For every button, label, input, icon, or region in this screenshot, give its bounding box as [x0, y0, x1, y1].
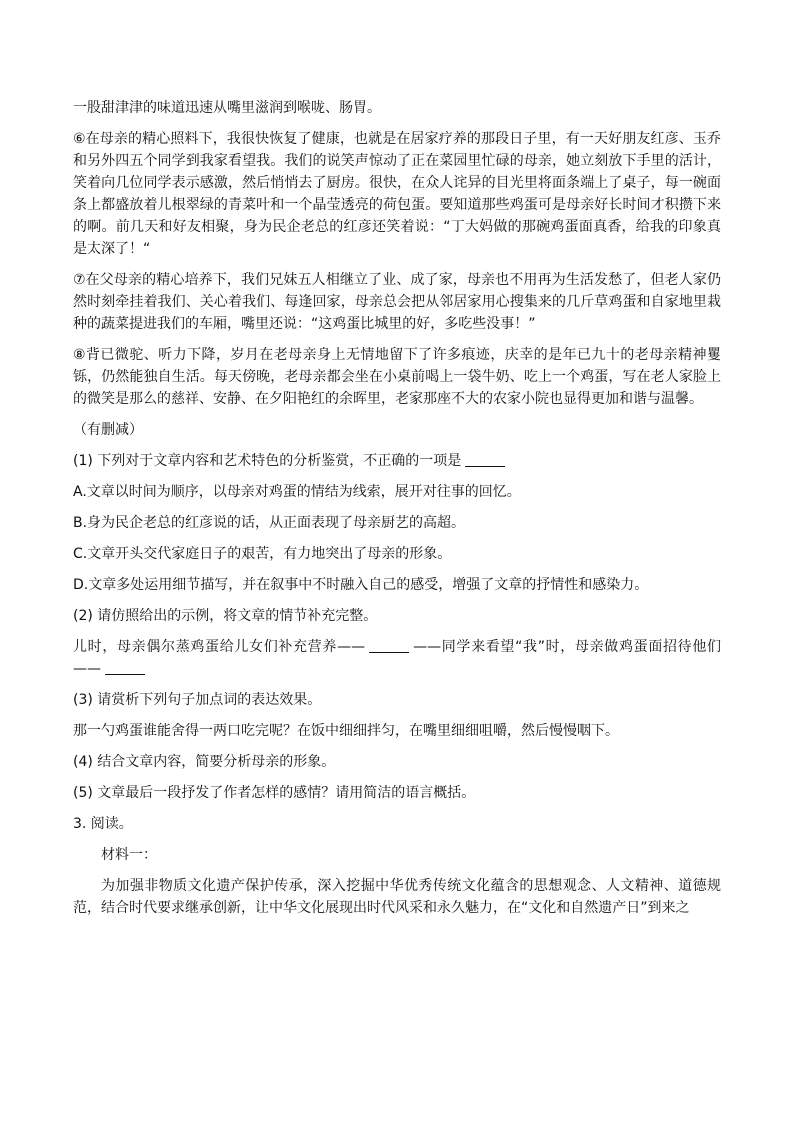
- plot-part-2: ——同学来看望“我”时，母亲做鸡蛋面招待他们——: [73, 639, 721, 677]
- option-a: A.文章以时间为顺序，以母亲对鸡蛋的情结为线索，展开对往事的回忆。: [73, 484, 521, 500]
- question-2-plot: [73, 636, 721, 680]
- option-b: B.身为民企老总的红彦说的话，从正面表现了母亲厨艺的高超。: [73, 515, 466, 531]
- question-5: (5) 文章最后一段抒发了作者怎样的感情？请用简洁的语言概括。: [73, 785, 476, 801]
- paragraph-8: ⑧背已微驼、听力下降，岁月在老母亲身上无情地留下了许多痕迹，庆幸的是年已九十的老母亲精神矍铄，仍然能独自生活。每天傍晚，老母亲都会坐在小桌前喝上一袋牛奶、吃上一个鸡蛋，写在老人家脸上的微笑是那么的慈祥、安静、在夕阳艳红的余晖里，老家那座不大的农家小院也显得更加和谐与温馨。: [73, 347, 721, 407]
- plot-part-1: 儿时，母亲偶尔蒸鸡蛋给儿女们补充营养——: [73, 639, 366, 655]
- question-3-sentence: 那一勺鸡蛋谁能舍得一两口吃完呢？在饭中细细拌匀，在嘴里细细咀嚼，然后慢慢咽下。: [73, 723, 619, 739]
- option-d: D.文章多处运用细节描写，并在叙事中不时融入自己的感受，增强了文章的抒情性和感染力。: [73, 577, 649, 593]
- question-4: (4) 结合文章内容，简要分析母亲的形象。: [73, 754, 336, 770]
- material-1-label: 材料一：: [101, 847, 157, 863]
- paragraph-5-ending: 一股甜津津的味道迅速从嘴里滋润到喉咙、肠胃。: [73, 100, 381, 116]
- section-3-title: 3. 阅读。: [73, 816, 133, 832]
- paragraph-6: ⑥在母亲的精心照料下，我很快恢复了健康，也就是在居家疗养的那段日子里，有一天好朋友红彦、玉乔和另外四五个同学到我家看望我。我们的说笑声惊动了正在菜园里忙碌的母亲，她立刻放下手里的活计，笑着向几位同学表示感激，然后悄悄去了厨房。很快，在众人诧异的目光里将面条端上了桌子，每一碗面条上都盛放着儿根翠绿的青菜叶和一个晶莹透亮的荷包蛋。要知道那些鸡蛋可是母亲好长时间才积攒下来的啊。前几天和好友相聚，身为民企老总的红彦还笑着说：“丁大妈做的那碗鸡蛋面真香，给我的印象真是太深了！“: [73, 131, 721, 257]
- paragraph-7: ⑦在父母亲的精心培养下，我们兄妹五人相继立了业、成了家，母亲也不用再为生活发愁了，但老人家仍然时刻牵挂着我们、关心着我们、每逢回家，母亲总会把从邻居家用心搜集来的几斤草鸡蛋和自家地里栽种的蔬菜提进我们的车厢，嘴里还说：“这鸡蛋比城里的好，多吃些没事！”: [73, 272, 721, 332]
- option-c: C.文章开头交代家庭日子的艰苦，有力地突出了母亲的形象。: [73, 546, 452, 562]
- question-3: (3) 请赏析下列句子加点词的表达效果。: [73, 692, 322, 708]
- question-1-text: (1) 下列对于文章内容和艺术特色的分析鉴赏，不正确的一项是: [73, 453, 462, 469]
- plot-blank-1[interactable]: [369, 638, 409, 653]
- document-page: [73, 97, 721, 928]
- answer-blank[interactable]: [465, 452, 505, 467]
- material-1-text: 为加强非物质文化遗产保护传承，深入挖掘中华优秀传统文化蕴含的思想观念、人文精神、道德规范，结合时代要求继承创新，让中华文化展现出时代风采和永久魅力，在“文化和自然遗产日”到来之: [73, 878, 721, 916]
- question-1: [73, 450, 721, 472]
- plot-blank-2[interactable]: [105, 660, 145, 675]
- abridged-note: （有删减）: [73, 422, 143, 438]
- question-2: (2) 请仿照给出的示例，将文章的情节补充完整。: [73, 608, 378, 624]
